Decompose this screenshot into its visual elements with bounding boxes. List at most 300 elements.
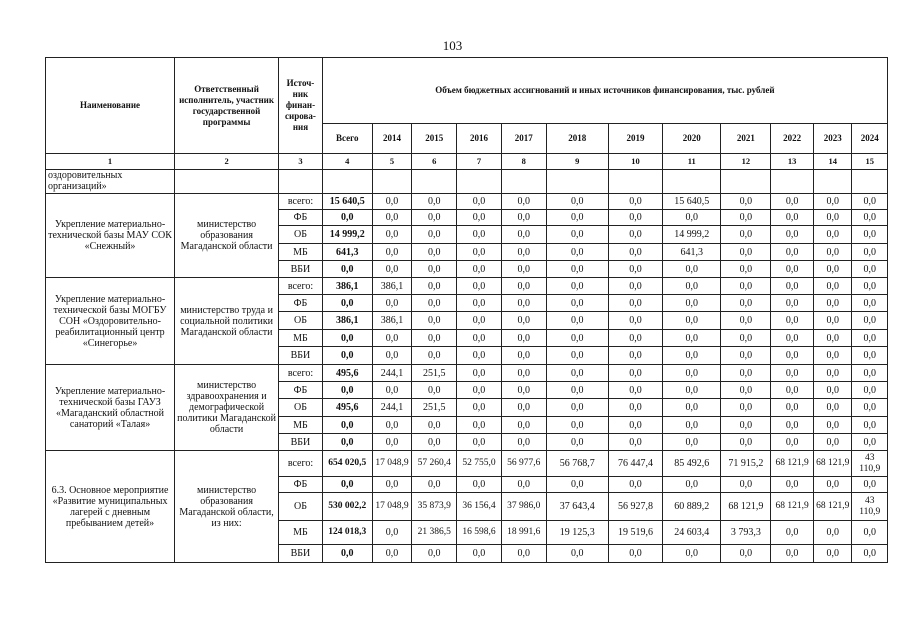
executor-name: министерство здравоохранения и демографической политики Магаданской области — [175, 365, 279, 451]
year-value: 37 643,4 — [546, 493, 608, 521]
year-value: 641,3 — [663, 244, 721, 261]
year-value: 0,0 — [663, 330, 721, 347]
year-value: 0,0 — [813, 194, 852, 210]
measure-name: 6.3. Основное мероприятие «Развитие муниципальных лагерей с дневным пребыванием детей» — [46, 451, 175, 563]
year-value: 0,0 — [372, 521, 412, 545]
funding-source: ВБИ — [279, 261, 323, 278]
year-value: 0,0 — [372, 347, 412, 365]
year-value: 35 873,9 — [412, 493, 457, 521]
funding-source: ОБ — [279, 493, 323, 521]
year-value: 0,0 — [546, 210, 608, 226]
total-value: 495,6 — [322, 365, 372, 382]
year-value: 24 603,4 — [663, 521, 721, 545]
year-value: 0,0 — [813, 347, 852, 365]
year-value: 0,0 — [501, 295, 546, 312]
total-value: 0,0 — [322, 382, 372, 399]
year-value: 0,0 — [546, 226, 608, 244]
year-value: 0,0 — [663, 210, 721, 226]
year-value: 0,0 — [501, 312, 546, 330]
year-value: 19 519,6 — [609, 521, 663, 545]
year-value: 0,0 — [771, 399, 814, 417]
funding-source: ФБ — [279, 382, 323, 399]
year-value: 0,0 — [501, 434, 546, 451]
carry-over-row — [46, 170, 888, 194]
funding-source: всего: — [279, 365, 323, 382]
table-body — [46, 154, 888, 563]
year-value: 0,0 — [721, 330, 771, 347]
year-value: 0,0 — [721, 261, 771, 278]
year-value: 0,0 — [609, 278, 663, 295]
column-number-row — [46, 154, 888, 170]
total-value: 0,0 — [322, 330, 372, 347]
year-value: 0,0 — [771, 434, 814, 451]
year-value: 0,0 — [852, 399, 888, 417]
carry-over-text: оздоровительных организаций» — [46, 170, 175, 194]
column-number: 9 — [546, 154, 608, 170]
year-value: 0,0 — [372, 545, 412, 563]
year-value: 43 110,9 — [852, 451, 888, 477]
budget-table — [45, 57, 888, 563]
year-value: 60 889,2 — [663, 493, 721, 521]
year-value: 0,0 — [457, 434, 502, 451]
year-value: 251,5 — [412, 365, 457, 382]
column-number: 12 — [721, 154, 771, 170]
year-value: 0,0 — [457, 244, 502, 261]
year-value: 37 986,0 — [501, 493, 546, 521]
year-value: 0,0 — [771, 545, 814, 563]
total-value: 654 020,5 — [322, 451, 372, 477]
year-value: 0,0 — [771, 278, 814, 295]
year-value: 0,0 — [609, 347, 663, 365]
year-value: 0,0 — [663, 365, 721, 382]
year-value: 0,0 — [852, 278, 888, 295]
year-value: 0,0 — [721, 295, 771, 312]
total-value: 14 999,2 — [322, 226, 372, 244]
year-value: 0,0 — [852, 261, 888, 278]
year-value: 0,0 — [372, 244, 412, 261]
year-value: 0,0 — [663, 295, 721, 312]
total-value: 641,3 — [322, 244, 372, 261]
year-value: 0,0 — [412, 244, 457, 261]
year-value: 0,0 — [609, 295, 663, 312]
year-value: 18 991,6 — [501, 521, 546, 545]
year-value: 0,0 — [546, 278, 608, 295]
year-value: 0,0 — [412, 226, 457, 244]
year-value: 0,0 — [721, 545, 771, 563]
year-value: 68 121,9 — [771, 451, 814, 477]
year-value: 85 492,6 — [663, 451, 721, 477]
year-value: 0,0 — [457, 295, 502, 312]
year-value: 15 640,5 — [663, 194, 721, 210]
year-value: 0,0 — [721, 194, 771, 210]
year-value: 0,0 — [852, 210, 888, 226]
funding-source: МБ — [279, 521, 323, 545]
year-value: 0,0 — [546, 434, 608, 451]
funding-source: ФБ — [279, 477, 323, 493]
year-value: 0,0 — [663, 477, 721, 493]
year-value: 0,0 — [412, 347, 457, 365]
year-value: 244,1 — [372, 365, 412, 382]
year-value: 0,0 — [609, 477, 663, 493]
header-year: 2019 — [609, 124, 663, 154]
year-value: 0,0 — [852, 330, 888, 347]
header-year: 2018 — [546, 124, 608, 154]
year-value: 0,0 — [813, 382, 852, 399]
column-number: 2 — [175, 154, 279, 170]
year-value: 43 110,9 — [852, 493, 888, 521]
year-value: 14 999,2 — [663, 226, 721, 244]
year-value: 0,0 — [457, 210, 502, 226]
year-value: 71 915,2 — [721, 451, 771, 477]
year-value: 251,5 — [412, 399, 457, 417]
year-value: 0,0 — [457, 365, 502, 382]
year-value: 0,0 — [852, 382, 888, 399]
year-value: 0,0 — [721, 210, 771, 226]
year-value: 68 121,9 — [771, 493, 814, 521]
year-value: 0,0 — [372, 261, 412, 278]
year-value: 0,0 — [457, 347, 502, 365]
year-value: 0,0 — [771, 194, 814, 210]
year-value: 0,0 — [609, 244, 663, 261]
header-year: 2023 — [813, 124, 852, 154]
year-value: 0,0 — [372, 295, 412, 312]
funding-source: ОБ — [279, 399, 323, 417]
executor-name: министерство образования Магаданской области — [175, 194, 279, 278]
executor-name: министерство труда и социальной политики Магаданской области — [175, 278, 279, 365]
year-value: 19 125,3 — [546, 521, 608, 545]
header-funding: Объем бюджетных ассигнований и иных источников финансирования, тыс. рублей — [322, 58, 887, 124]
year-value: 0,0 — [771, 312, 814, 330]
year-value: 0,0 — [771, 365, 814, 382]
year-value: 0,0 — [412, 330, 457, 347]
total-value: 0,0 — [322, 210, 372, 226]
year-value: 0,0 — [771, 295, 814, 312]
year-value: 68 121,9 — [813, 493, 852, 521]
year-value: 0,0 — [852, 194, 888, 210]
year-value: 0,0 — [609, 365, 663, 382]
total-value: 15 640,5 — [322, 194, 372, 210]
funding-source: МБ — [279, 330, 323, 347]
header-year: 2015 — [412, 124, 457, 154]
year-value: 0,0 — [501, 278, 546, 295]
year-value: 0,0 — [546, 417, 608, 434]
year-value: 0,0 — [546, 382, 608, 399]
year-value: 0,0 — [663, 278, 721, 295]
year-value: 0,0 — [501, 365, 546, 382]
year-value: 0,0 — [721, 417, 771, 434]
header-total: Всего — [322, 124, 372, 154]
year-value: 0,0 — [457, 226, 502, 244]
column-number: 15 — [852, 154, 888, 170]
year-value: 0,0 — [457, 278, 502, 295]
funding-source: МБ — [279, 417, 323, 434]
funding-source: всего: — [279, 278, 323, 295]
year-value: 386,1 — [372, 312, 412, 330]
year-value: 57 260,4 — [412, 451, 457, 477]
year-value: 0,0 — [852, 434, 888, 451]
year-value: 0,0 — [412, 382, 457, 399]
header-name: Наименование — [46, 58, 175, 154]
year-value: 0,0 — [663, 347, 721, 365]
header-year: 2024 — [852, 124, 888, 154]
executor-name: министерство образования Магаданской области, из них: — [175, 451, 279, 563]
measure-name: Укрепление материально-технической базы МАУ СОК «Снежный» — [46, 194, 175, 278]
year-value: 0,0 — [813, 399, 852, 417]
year-value: 0,0 — [663, 399, 721, 417]
year-value: 0,0 — [721, 278, 771, 295]
year-value: 21 386,5 — [412, 521, 457, 545]
year-value: 68 121,9 — [721, 493, 771, 521]
year-value: 0,0 — [813, 210, 852, 226]
year-value: 0,0 — [546, 330, 608, 347]
year-value: 0,0 — [721, 312, 771, 330]
year-value: 17 048,9 — [372, 493, 412, 521]
year-value: 0,0 — [501, 382, 546, 399]
year-value: 0,0 — [852, 365, 888, 382]
funding-source: ОБ — [279, 226, 323, 244]
year-value: 0,0 — [412, 312, 457, 330]
year-value: 0,0 — [457, 330, 502, 347]
measure-name: Укрепление материально-технической базы МОГБУ СОН «Оздоровительно-реабилитационный центр «Синегорье» — [46, 278, 175, 365]
header-year: 2014 — [372, 124, 412, 154]
year-value: 0,0 — [372, 382, 412, 399]
funding-source: ФБ — [279, 295, 323, 312]
year-value: 0,0 — [412, 545, 457, 563]
year-value: 0,0 — [412, 261, 457, 278]
year-value: 0,0 — [546, 545, 608, 563]
year-value: 0,0 — [663, 261, 721, 278]
year-value: 0,0 — [372, 226, 412, 244]
year-value: 0,0 — [813, 295, 852, 312]
year-value: 0,0 — [501, 261, 546, 278]
year-value: 0,0 — [372, 194, 412, 210]
year-value: 0,0 — [546, 295, 608, 312]
year-value: 0,0 — [546, 477, 608, 493]
year-value: 0,0 — [546, 365, 608, 382]
year-value: 0,0 — [501, 210, 546, 226]
total-value: 124 018,3 — [322, 521, 372, 545]
year-value: 0,0 — [771, 521, 814, 545]
year-value: 0,0 — [412, 295, 457, 312]
total-value: 0,0 — [322, 434, 372, 451]
year-value: 0,0 — [501, 347, 546, 365]
year-value: 0,0 — [663, 312, 721, 330]
year-value: 0,0 — [663, 545, 721, 563]
year-value: 0,0 — [852, 417, 888, 434]
year-value: 0,0 — [412, 477, 457, 493]
total-value: 0,0 — [322, 417, 372, 434]
year-value: 0,0 — [372, 210, 412, 226]
year-value: 0,0 — [771, 210, 814, 226]
column-number: 11 — [663, 154, 721, 170]
year-value: 0,0 — [457, 545, 502, 563]
year-value: 0,0 — [813, 434, 852, 451]
year-value: 0,0 — [813, 312, 852, 330]
year-value: 0,0 — [813, 261, 852, 278]
header-executor: Ответственный исполнитель, участник государственной программы — [175, 58, 279, 154]
year-value: 0,0 — [852, 226, 888, 244]
year-value: 56 768,7 — [546, 451, 608, 477]
year-value: 0,0 — [721, 244, 771, 261]
year-value: 0,0 — [609, 434, 663, 451]
year-value: 3 793,3 — [721, 521, 771, 545]
column-number: 13 — [771, 154, 814, 170]
year-value: 0,0 — [609, 226, 663, 244]
year-value: 0,0 — [852, 545, 888, 563]
year-value: 0,0 — [771, 330, 814, 347]
year-value: 386,1 — [372, 278, 412, 295]
year-value: 0,0 — [852, 312, 888, 330]
funding-source: всего: — [279, 194, 323, 210]
year-value: 0,0 — [609, 261, 663, 278]
year-value: 0,0 — [372, 330, 412, 347]
year-value: 0,0 — [813, 226, 852, 244]
year-value: 0,0 — [721, 477, 771, 493]
year-value: 0,0 — [852, 521, 888, 545]
year-value: 0,0 — [412, 434, 457, 451]
funding-source: ФБ — [279, 210, 323, 226]
year-value: 0,0 — [501, 399, 546, 417]
column-number: 10 — [609, 154, 663, 170]
year-value: 16 598,6 — [457, 521, 502, 545]
funding-source: ВБИ — [279, 545, 323, 563]
page-number: 103 — [442, 38, 463, 53]
year-value: 0,0 — [813, 521, 852, 545]
year-value: 0,0 — [771, 347, 814, 365]
total-value: 530 002,2 — [322, 493, 372, 521]
year-value: 0,0 — [501, 244, 546, 261]
year-value: 0,0 — [501, 330, 546, 347]
year-value: 0,0 — [457, 477, 502, 493]
year-value: 0,0 — [609, 210, 663, 226]
year-value: 0,0 — [663, 417, 721, 434]
year-value: 68 121,9 — [813, 451, 852, 477]
year-value: 0,0 — [457, 382, 502, 399]
table-row — [46, 365, 888, 382]
funding-source: МБ — [279, 244, 323, 261]
year-value: 0,0 — [546, 347, 608, 365]
year-value: 0,0 — [721, 347, 771, 365]
column-number: 4 — [322, 154, 372, 170]
year-value: 0,0 — [412, 278, 457, 295]
year-value: 0,0 — [546, 244, 608, 261]
year-value: 0,0 — [501, 477, 546, 493]
year-value: 0,0 — [412, 210, 457, 226]
year-value: 0,0 — [609, 330, 663, 347]
column-number: 7 — [457, 154, 502, 170]
year-value: 56 927,8 — [609, 493, 663, 521]
header-year: 2016 — [457, 124, 502, 154]
year-value: 0,0 — [721, 382, 771, 399]
year-value: 0,0 — [721, 226, 771, 244]
funding-source: ОБ — [279, 312, 323, 330]
total-value: 0,0 — [322, 477, 372, 493]
year-value: 0,0 — [813, 330, 852, 347]
year-value: 0,0 — [372, 477, 412, 493]
total-value: 386,1 — [322, 278, 372, 295]
column-number: 5 — [372, 154, 412, 170]
funding-source: всего: — [279, 451, 323, 477]
year-value: 0,0 — [609, 382, 663, 399]
column-number: 14 — [813, 154, 852, 170]
total-value: 0,0 — [322, 545, 372, 563]
table-row — [46, 451, 888, 477]
year-value: 0,0 — [457, 417, 502, 434]
column-number: 8 — [501, 154, 546, 170]
year-value: 0,0 — [372, 434, 412, 451]
year-value: 56 977,6 — [501, 451, 546, 477]
column-number: 6 — [412, 154, 457, 170]
table-row — [46, 194, 888, 210]
year-value: 0,0 — [852, 244, 888, 261]
year-value: 0,0 — [813, 417, 852, 434]
funding-source: ВБИ — [279, 347, 323, 365]
year-value: 0,0 — [609, 545, 663, 563]
total-value: 0,0 — [322, 261, 372, 278]
year-value: 0,0 — [852, 295, 888, 312]
year-value: 0,0 — [457, 312, 502, 330]
year-value: 17 048,9 — [372, 451, 412, 477]
year-value: 0,0 — [813, 278, 852, 295]
header-year: 2021 — [721, 124, 771, 154]
year-value: 0,0 — [546, 399, 608, 417]
year-value: 0,0 — [721, 399, 771, 417]
year-value: 0,0 — [771, 477, 814, 493]
year-value: 0,0 — [813, 545, 852, 563]
year-value: 0,0 — [412, 417, 457, 434]
year-value: 0,0 — [501, 226, 546, 244]
column-number: 3 — [279, 154, 323, 170]
year-value: 0,0 — [546, 261, 608, 278]
year-value: 0,0 — [721, 434, 771, 451]
year-value: 0,0 — [501, 417, 546, 434]
total-value: 386,1 — [322, 312, 372, 330]
header-year: 2017 — [501, 124, 546, 154]
year-value: 0,0 — [457, 194, 502, 210]
year-value: 0,0 — [852, 347, 888, 365]
year-value: 0,0 — [546, 312, 608, 330]
year-value: 0,0 — [412, 194, 457, 210]
year-value: 0,0 — [771, 382, 814, 399]
year-value: 0,0 — [372, 417, 412, 434]
year-value: 0,0 — [813, 477, 852, 493]
year-value: 0,0 — [609, 399, 663, 417]
total-value: 0,0 — [322, 295, 372, 312]
column-number: 1 — [46, 154, 175, 170]
year-value: 76 447,4 — [609, 451, 663, 477]
header-year: 2022 — [771, 124, 814, 154]
year-value: 0,0 — [771, 244, 814, 261]
year-value: 0,0 — [813, 244, 852, 261]
total-value: 495,6 — [322, 399, 372, 417]
funding-source: ВБИ — [279, 434, 323, 451]
year-value: 0,0 — [771, 417, 814, 434]
year-value: 0,0 — [609, 312, 663, 330]
measure-name: Укрепление материально-технической базы ГАУЗ «Магаданский областной санаторий «Талая» — [46, 365, 175, 451]
year-value: 0,0 — [852, 477, 888, 493]
year-value: 0,0 — [609, 417, 663, 434]
year-value: 0,0 — [501, 194, 546, 210]
year-value: 36 156,4 — [457, 493, 502, 521]
year-value: 0,0 — [663, 434, 721, 451]
year-value: 0,0 — [771, 261, 814, 278]
year-value: 52 755,0 — [457, 451, 502, 477]
year-value: 0,0 — [813, 365, 852, 382]
year-value: 244,1 — [372, 399, 412, 417]
year-value: 0,0 — [546, 194, 608, 210]
year-value: 0,0 — [721, 365, 771, 382]
year-value: 0,0 — [663, 382, 721, 399]
